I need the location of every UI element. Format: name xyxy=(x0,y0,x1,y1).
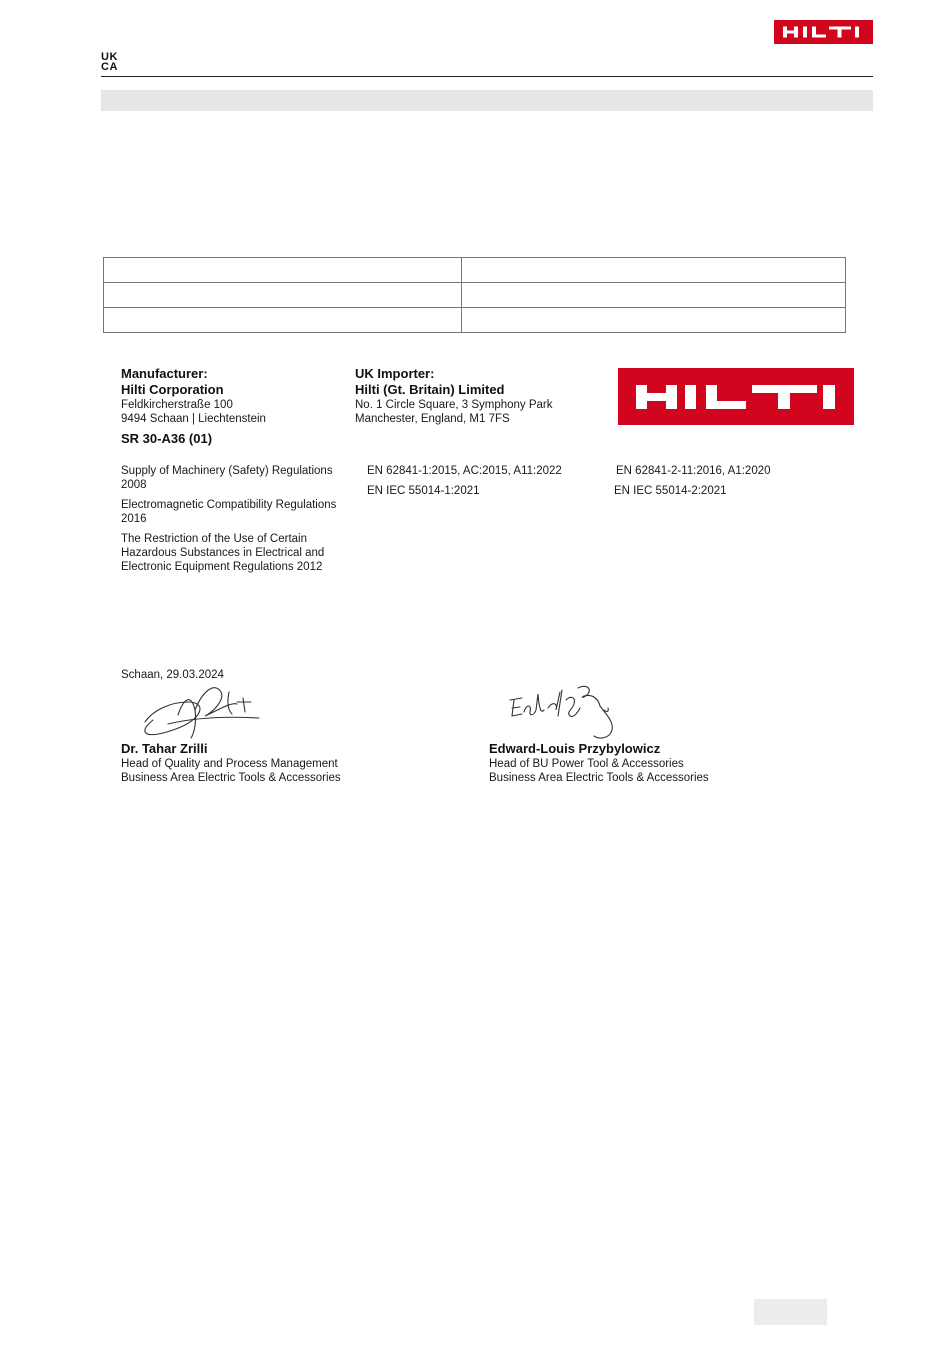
table-cell xyxy=(104,258,462,283)
signatory-area: Business Area Electric Tools & Accessories xyxy=(489,772,709,784)
table-cell xyxy=(462,308,846,333)
table-cell xyxy=(104,283,462,308)
manufacturer-street: Feldkircherstraße 100 xyxy=(121,399,233,411)
product-info-table xyxy=(103,257,846,333)
handwritten-signature-icon xyxy=(133,680,263,742)
ukca-mark xyxy=(101,52,123,72)
regulation-line: Electronic Equipment Regulations 2012 xyxy=(121,561,323,573)
signatory-role: Head of Quality and Process Management xyxy=(121,758,338,770)
importer-name: Hilti (Gt. Britain) Limited xyxy=(355,382,505,397)
standard-entry: EN 62841-1:2015, AC:2015, A11:2022 xyxy=(367,465,562,477)
signatory-block xyxy=(121,741,341,785)
regulation-line: Supply of Machinery (Safety) Regulations xyxy=(121,465,333,477)
product-model: SR 30-A36 (01) xyxy=(121,431,213,446)
hilti-logo-large xyxy=(618,368,854,425)
hilti-logo-small xyxy=(774,20,873,44)
hilti-logo-icon xyxy=(618,368,854,425)
signatory-name: Edward-Louis Przybylowicz xyxy=(489,741,661,756)
ukca-line-1: UK xyxy=(101,51,118,63)
table-row xyxy=(104,308,846,333)
regulation-line: The Restriction of the Use of Certain xyxy=(121,533,307,545)
table-row xyxy=(104,258,846,283)
regulations-list xyxy=(121,464,351,580)
importer-city: Manchester, England, M1 7FS xyxy=(355,413,510,425)
manufacturer-city: 9494 Schaan | Liechtenstein xyxy=(121,413,266,425)
manufacturer-name: Hilti Corporation xyxy=(121,382,224,397)
hilti-logo-icon xyxy=(774,20,873,44)
document-title-bar xyxy=(101,90,873,111)
signatory-name: Dr. Tahar Zrilli xyxy=(121,741,208,756)
list-item xyxy=(121,532,351,574)
regulation-line: Electromagnetic Compatibility Regulations xyxy=(121,499,337,511)
table-row xyxy=(104,283,846,308)
table-cell xyxy=(462,258,846,283)
regulation-line: 2008 xyxy=(121,479,147,491)
list-item xyxy=(121,498,351,526)
manufacturer-label: Manufacturer: xyxy=(121,366,208,381)
signatory-area: Business Area Electric Tools & Accessories xyxy=(121,772,341,784)
page-number-box xyxy=(754,1299,827,1325)
handwritten-signature-icon xyxy=(508,680,620,742)
standard-entry: EN 62841-2-11:2016, A1:2020 xyxy=(616,465,771,477)
header-divider xyxy=(101,76,873,77)
standard-entry: EN IEC 55014-2:2021 xyxy=(614,485,727,497)
manufacturer-block xyxy=(121,366,266,426)
regulation-line: Hazardous Substances in Electrical and xyxy=(121,547,325,559)
list-item xyxy=(121,464,351,492)
standard-entry: EN IEC 55014-1:2021 xyxy=(367,485,480,497)
importer-block xyxy=(355,366,553,426)
signatory-role: Head of BU Power Tool & Accessories xyxy=(489,758,684,770)
place-date: Schaan, 29.03.2024 xyxy=(121,669,224,681)
table-cell xyxy=(462,283,846,308)
signatory-block xyxy=(489,741,709,785)
importer-street: No. 1 Circle Square, 3 Symphony Park xyxy=(355,399,553,411)
importer-label: UK Importer: xyxy=(355,366,435,381)
ukca-line-2: CA xyxy=(101,61,118,73)
table-cell xyxy=(104,308,462,333)
regulation-line: 2016 xyxy=(121,513,147,525)
